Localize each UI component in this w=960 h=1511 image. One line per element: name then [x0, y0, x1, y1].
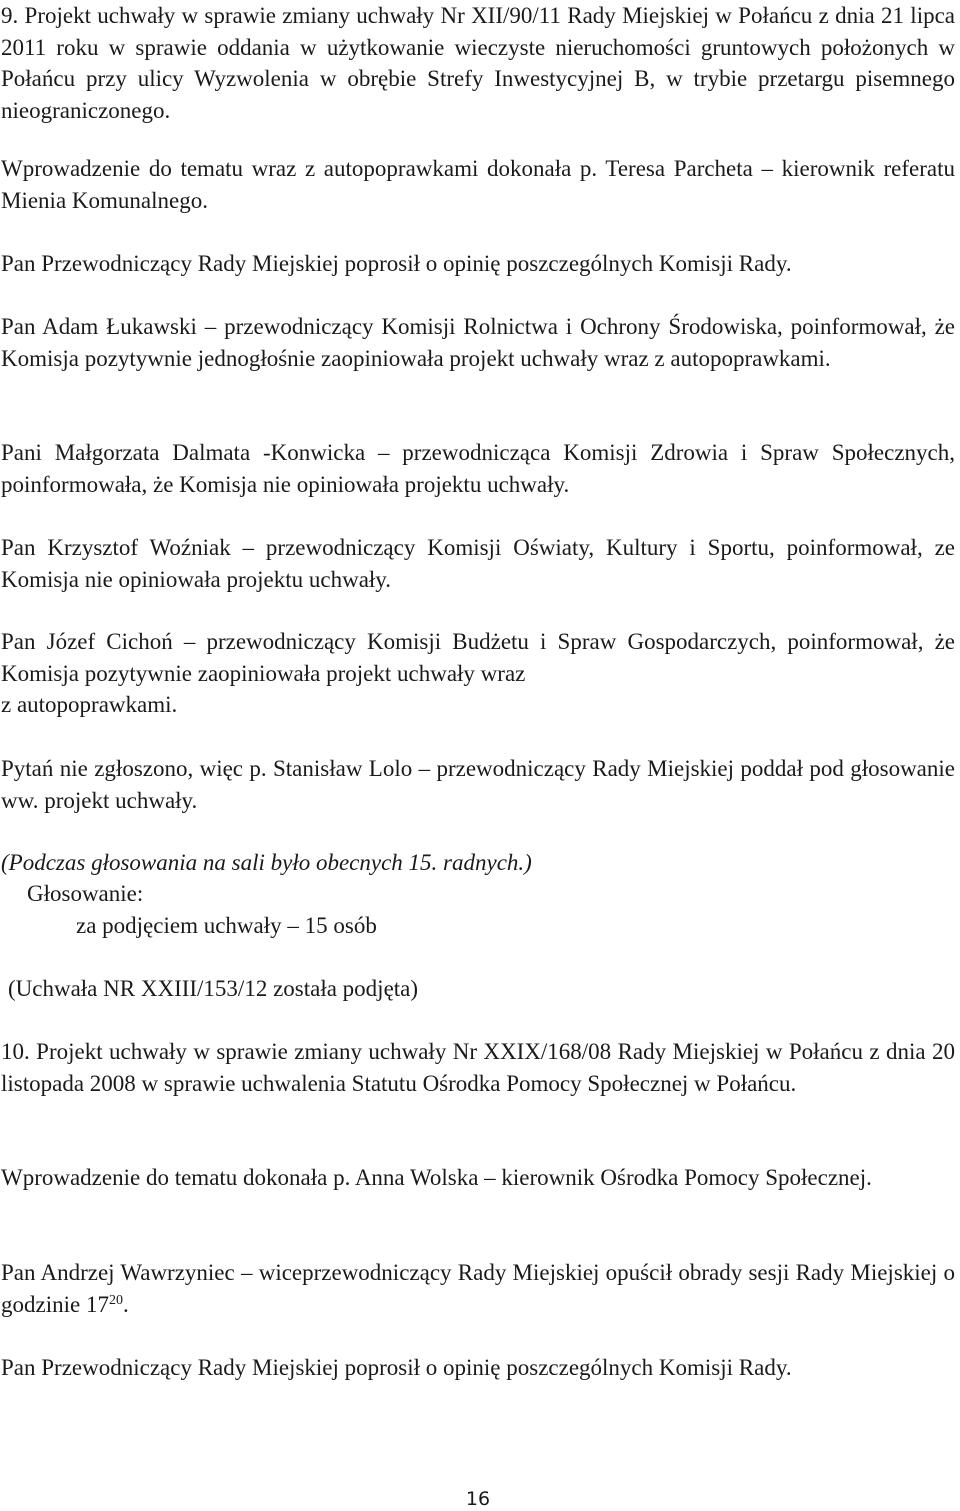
item-9-intro: Wprowadzenie do tematu wraz z autopoprawkami dokonała p. Teresa Parcheta – kierownik referatu Mienia Komunalnego.: [1, 156, 955, 213]
item-10-intro: Wprowadzenie do tematu dokonała p. Anna Wolska – kierownik Ośrodka Pomocy Społecznej.: [1, 1165, 872, 1190]
item-9-voting-result: za podjęciem uchwały – 15 osób: [76, 913, 377, 938]
departure-end: .: [122, 1291, 129, 1317]
item-9-heading: 9. Projekt uchwały w sprawie zmiany uchwały Nr XII/90/11 Rady Miejskiej w Połańcu z dnia 21 lipca 2011 roku w sprawie oddania w użytkowanie wieczyste nieruchomości gruntowych położonych w Połańcu przy ulicy Wyzwolenia w obrębie Strefy Inwestycyjnej B, w trybie przetargu pisemnego nieograniczonego.: [1, 3, 955, 123]
departure-minutes: 20: [108, 1292, 123, 1308]
page-number: 16: [465, 1488, 491, 1510]
item-9-opinion-oswiaty: Pan Krzysztof Woźniak – przewodniczący Komisji Oświaty, Kultury i Sportu, poinformował, ze Komisja nie opiniowała projektu uchwały.: [1, 535, 955, 592]
item-9-opinion-budzetu: Pan Józef Cichoń – przewodniczący Komisji Budżetu i Spraw Gospodarczych, poinformował, że Komisja pozytywnie zaopiniowała projekt uchwały wraz: [1, 629, 955, 686]
item-9-voting-label: Głosowanie:: [27, 881, 144, 906]
item-9-opinion-zdrowia: Pani Małgorzata Dalmata -Konwicka – przewodnicząca Komisji Zdrowia i Spraw Społecznych, poinformowała, że Komisja nie opiniowała projektu uchwały.: [1, 440, 955, 497]
item-9-opinion-request: Pan Przewodniczący Rady Miejskiej poprosił o opinię poszczególnych Komisji Rady.: [1, 251, 792, 276]
item-9-resolution: (Uchwała NR XXIII/153/12 została podjęta): [8, 976, 419, 1001]
item-9-questions: Pytań nie zgłoszono, więc p. Stanisław Lolo – przewodniczący Rady Miejskiej poddał pod głosowanie ww. projekt uchwały.: [1, 756, 955, 813]
item-9-attendance: (Podczas głosowania na sali było obecnych 15. radnych.): [1, 850, 532, 875]
departure-text: Pan Andrzej Wawrzyniec – wiceprzewodniczący Rady Miejskiej opuścił obrady sesji Rady Miejskiej o godzinie 17: [1, 1260, 955, 1317]
item-10-opinion-request: Pan Przewodniczący Rady Miejskiej poprosił o opinię poszczególnych Komisji Rady.: [1, 1355, 792, 1380]
item-9-opinion-budzetu-continued: z autopoprawkami.: [1, 692, 178, 717]
item-10-heading: 10. Projekt uchwały w sprawie zmiany uchwały Nr XXIX/168/08 Rady Miejskiej w Połańcu z dnia 20 listopada 2008 w sprawie uchwalenia Statutu Ośrodka Pomocy Społecznej w Połańcu.: [1, 1039, 955, 1096]
item-10-departure: [1, 1257, 955, 1320]
item-9-opinion-rolnictwa: Pan Adam Łukawski – przewodniczący Komisji Rolnictwa i Ochrony Środowiska, poinformował, że Komisja pozytywnie jednogłośnie zaopiniowała projekt uchwały wraz z autopoprawkami.: [1, 314, 955, 371]
